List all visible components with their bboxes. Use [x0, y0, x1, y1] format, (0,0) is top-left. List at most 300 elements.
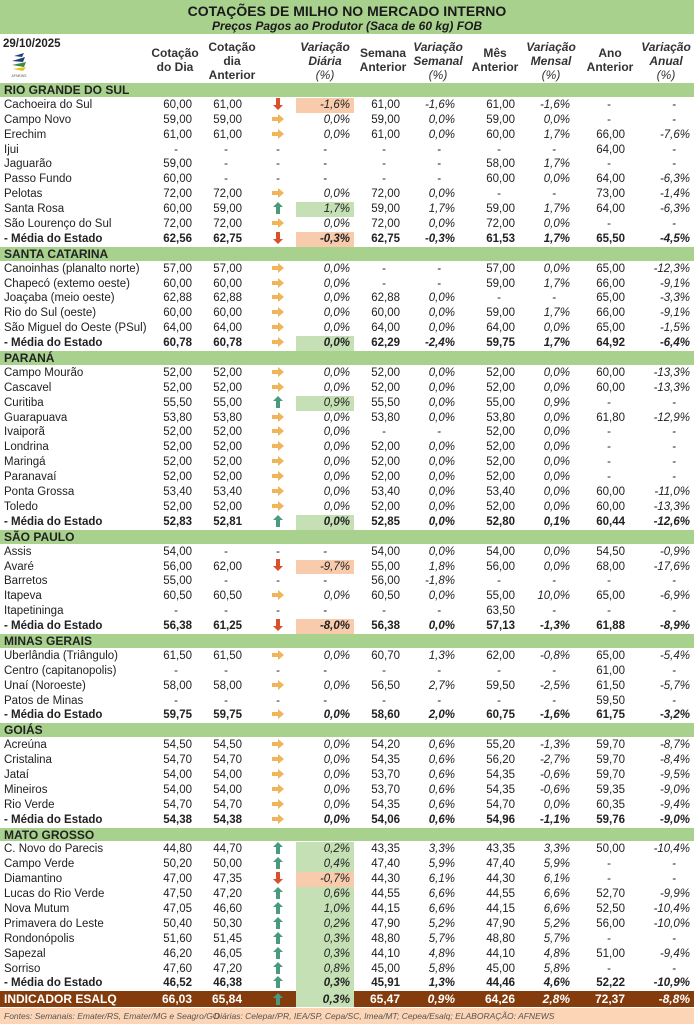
variacao-diaria: -: [323, 158, 327, 171]
variacao-anual: -13,3%: [653, 500, 690, 513]
variacao-semanal: -: [437, 664, 441, 677]
table-row: [0, 98, 694, 113]
table-row: [0, 872, 694, 887]
variacao-diaria: -8,0%: [296, 619, 354, 634]
table-row: [0, 962, 694, 977]
variacao-anual: -7,6%: [659, 128, 690, 141]
location-name: Acreúna: [4, 739, 47, 752]
col-header-semana-anterior: Semana Anterior: [359, 46, 407, 74]
variacao-mensal: 0,0%: [543, 411, 570, 424]
state-header: [0, 83, 694, 98]
variacao-mensal: 2,8%: [542, 992, 570, 1007]
location-name: Unaí (Noroeste): [4, 679, 86, 692]
variacao-semanal: 0,6%: [428, 798, 455, 811]
cotacao-anterior: -: [224, 575, 228, 588]
mes-anterior: 60,00: [486, 173, 515, 186]
table-row: [0, 694, 694, 709]
mes-anterior: 54,35: [486, 768, 515, 781]
variacao-semanal: 6,6%: [428, 902, 455, 915]
variacao-anual: -: [672, 143, 676, 156]
cotacao-dia: 52,00: [163, 471, 192, 484]
variacao-mensal: -: [552, 605, 556, 618]
trend-placeholder: -: [276, 143, 280, 156]
trend-placeholder: -: [276, 694, 280, 707]
variacao-semanal: 0,0%: [428, 471, 455, 484]
col-header-ano-anterior: Ano Anterior: [586, 46, 634, 74]
variacao-semanal: 0,6%: [428, 739, 455, 752]
location-name: Chapecó (extemo oeste): [4, 277, 130, 290]
ano-anterior: 64,00: [596, 203, 625, 216]
ano-anterior: 54,50: [596, 545, 625, 558]
cotacao-anterior: 46,38: [213, 977, 242, 990]
variacao-mensal: -1,3%: [539, 739, 570, 752]
ano-anterior: 61,80: [596, 411, 625, 424]
ano-anterior: -: [607, 858, 611, 871]
ano-anterior: 65,50: [596, 232, 625, 245]
location-name: - Média do Estado: [4, 515, 103, 528]
mes-anterior: 55,00: [486, 590, 515, 603]
ano-anterior: 65,00: [596, 262, 625, 275]
semana-anterior: 54,00: [371, 545, 400, 558]
semana-anterior: 72,00: [371, 188, 400, 201]
arrow-right-icon: [270, 485, 286, 500]
table-row: [0, 202, 694, 217]
semana-anterior: 53,40: [371, 486, 400, 499]
mes-anterior: 72,00: [486, 218, 515, 231]
variacao-semanal: -: [437, 605, 441, 618]
table-row: [0, 425, 694, 440]
table-row: [0, 887, 694, 902]
semana-anterior: 47,40: [371, 858, 400, 871]
state-header: [0, 634, 694, 649]
variacao-semanal: 1,7%: [428, 203, 455, 216]
arrow-down-icon: [270, 232, 286, 247]
semana-anterior: 62,88: [371, 292, 400, 305]
variacao-mensal: 1,7%: [543, 337, 570, 350]
arrow-right-icon: [270, 306, 286, 321]
variacao-anual: -3,2%: [659, 709, 690, 722]
variacao-anual: -13,3%: [653, 366, 690, 379]
arrow-right-icon: [270, 589, 286, 604]
arrow-right-icon: [270, 291, 286, 306]
mes-anterior: 53,40: [486, 486, 515, 499]
variacao-semanal: 0,0%: [428, 500, 455, 513]
mes-anterior: 48,80: [486, 932, 515, 945]
cotacao-dia: 52,00: [163, 381, 192, 394]
state-header: [0, 828, 694, 843]
semana-anterior: -: [382, 664, 386, 677]
variacao-diaria: -: [323, 694, 327, 707]
cotacao-anterior: 54,00: [213, 783, 242, 796]
variacao-mensal: -1,6%: [539, 98, 570, 111]
cotacao-anterior: 57,00: [213, 262, 242, 275]
variacao-diaria: 1,0%: [296, 902, 354, 917]
semana-anterior: 54,06: [371, 813, 400, 826]
cotacao-dia: 60,00: [163, 277, 192, 290]
variacao-anual: -8,7%: [659, 739, 690, 752]
ano-anterior: -: [607, 158, 611, 171]
variacao-semanal: 0,6%: [428, 754, 455, 767]
semana-anterior: 45,00: [371, 962, 400, 975]
state-name: MINAS GERAIS: [4, 633, 93, 648]
location-name: Lucas do Rio Verde: [4, 888, 105, 901]
arrow-down-icon: [270, 98, 286, 113]
semana-anterior: 65,47: [369, 992, 400, 1007]
location-name: São Lourenço do Sul: [4, 218, 112, 231]
variacao-diaria: 0,0%: [323, 679, 350, 692]
cotacao-dia: 59,00: [163, 158, 192, 171]
location-name: São Miguel do Oeste (PSul): [4, 322, 147, 335]
location-name: Paranavaí: [4, 471, 57, 484]
location-name: Londrina: [4, 441, 49, 454]
arrow-up-icon: [270, 932, 286, 947]
ano-anterior: -: [607, 441, 611, 454]
variacao-anual: -9,1%: [659, 307, 690, 320]
semana-anterior: 44,30: [371, 873, 400, 886]
mes-anterior: 47,90: [486, 917, 515, 930]
variacao-mensal: -: [552, 188, 556, 201]
variacao-mensal: -1,6%: [539, 709, 570, 722]
semana-anterior: 52,00: [371, 441, 400, 454]
cotacao-anterior: 51,45: [213, 932, 242, 945]
variacao-diaria: -9,7%: [296, 560, 354, 575]
variacao-semanal: 3,3%: [428, 843, 455, 856]
arrow-right-icon: [270, 470, 286, 485]
mes-anterior: -: [497, 143, 501, 156]
variacao-diaria: 0,3%: [296, 991, 354, 1007]
variacao-anual: -12,3%: [653, 262, 690, 275]
state-name: MATO GROSSO: [4, 827, 95, 842]
semana-anterior: -: [382, 262, 386, 275]
mes-anterior: 60,00: [486, 128, 515, 141]
cotacao-dia: 60,50: [163, 590, 192, 603]
variacao-diaria: -: [323, 664, 327, 677]
state-average-row: [0, 515, 694, 530]
ano-anterior: 73,00: [596, 188, 625, 201]
cotacao-anterior: 46,60: [213, 902, 242, 915]
table-row: [0, 485, 694, 500]
arrow-right-icon: [270, 321, 286, 336]
ano-anterior: -: [607, 471, 611, 484]
variacao-diaria: 0,0%: [323, 590, 350, 603]
ano-anterior: 60,00: [596, 366, 625, 379]
variacao-semanal: 4,8%: [428, 947, 455, 960]
variacao-semanal: 0,9%: [427, 992, 455, 1007]
mes-anterior: -: [497, 664, 501, 677]
variacao-anual: -: [672, 932, 676, 945]
variacao-mensal: 5,7%: [543, 932, 570, 945]
arrow-down-icon: [270, 560, 286, 575]
table-row: [0, 306, 694, 321]
variacao-anual: -6,3%: [659, 173, 690, 186]
variacao-mensal: -: [552, 694, 556, 707]
variacao-anual: -: [672, 664, 676, 677]
cotacao-dia: 56,00: [163, 560, 192, 573]
ano-anterior: 61,00: [596, 664, 625, 677]
ano-anterior: 60,35: [596, 798, 625, 811]
ano-anterior: 68,00: [596, 560, 625, 573]
variacao-diaria: 0,0%: [323, 768, 350, 781]
location-name: Uberlândia (Triângulo): [4, 649, 118, 662]
variacao-diaria: 0,0%: [323, 783, 350, 796]
semana-anterior: 61,00: [371, 98, 400, 111]
location-name: Sorriso: [4, 962, 41, 975]
cotacao-anterior: -: [224, 545, 228, 558]
variacao-semanal: 2,7%: [428, 679, 455, 692]
mes-anterior: 52,00: [486, 471, 515, 484]
mes-anterior: 59,75: [486, 337, 515, 350]
col-header-mes-anterior: Mês Anterior: [471, 46, 519, 74]
table-row: [0, 500, 694, 515]
ano-anterior: 60,00: [596, 486, 625, 499]
cotacao-dia: -: [174, 605, 178, 618]
table-row: [0, 381, 694, 396]
location-name: Cristalina: [4, 754, 52, 767]
mes-anterior: 62,00: [486, 649, 515, 662]
arrow-up-icon: [270, 947, 286, 962]
variacao-diaria: 0,0%: [323, 218, 350, 231]
location-name: Itapetininga: [4, 605, 64, 618]
cotacao-dia: 57,00: [163, 262, 192, 275]
mes-anterior: 52,00: [486, 426, 515, 439]
cotacao-anterior: 60,78: [213, 337, 242, 350]
mes-anterior: 52,00: [486, 500, 515, 513]
cotacao-anterior: 59,75: [213, 709, 242, 722]
variacao-anual: -1,4%: [659, 188, 690, 201]
variacao-anual: -6,3%: [659, 203, 690, 216]
cotacao-anterior: 50,30: [213, 917, 242, 930]
location-name: Centro (capitanopolis): [4, 664, 117, 677]
variacao-diaria: -: [323, 605, 327, 618]
variacao-mensal: 0,9%: [543, 396, 570, 409]
mes-anterior: 44,15: [486, 902, 515, 915]
mes-anterior: 53,80: [486, 411, 515, 424]
ano-anterior: -: [607, 396, 611, 409]
variacao-diaria: 0,6%: [296, 887, 354, 902]
location-name: Patos de Minas: [4, 694, 84, 707]
variacao-mensal: -: [552, 143, 556, 156]
cotacao-dia: 46,52: [163, 977, 192, 990]
mes-anterior: 52,00: [486, 441, 515, 454]
cotacao-anterior: -: [224, 173, 228, 186]
semana-anterior: -: [382, 158, 386, 171]
cotacao-anterior: -: [224, 158, 228, 171]
location-name: Primavera do Leste: [4, 917, 104, 930]
variacao-diaria: -: [323, 545, 327, 558]
ano-anterior: 60,44: [596, 515, 625, 528]
table-row: [0, 574, 694, 589]
cotacao-dia: 60,78: [163, 337, 192, 350]
location-name: - Média do Estado: [4, 620, 103, 633]
semana-anterior: 47,90: [371, 917, 400, 930]
semana-anterior: 53,80: [371, 411, 400, 424]
cotacao-anterior: 72,00: [213, 218, 242, 231]
ano-anterior: -: [607, 575, 611, 588]
semana-anterior: 62,29: [371, 337, 400, 350]
location-name: C. Novo do Parecis: [4, 843, 104, 856]
variacao-semanal: 6,1%: [428, 873, 455, 886]
location-name: Diamantino: [4, 873, 63, 886]
ano-anterior: 60,00: [596, 381, 625, 394]
state-name: GOIÁS: [4, 723, 43, 738]
location-name: Avaré: [4, 560, 34, 573]
table-row: [0, 411, 694, 426]
ano-anterior: 52,22: [596, 977, 625, 990]
cotacao-dia: 52,00: [163, 456, 192, 469]
variacao-mensal: -: [552, 292, 556, 305]
state-header: [0, 247, 694, 262]
table-row: [0, 902, 694, 917]
cotacao-anterior: 54,00: [213, 768, 242, 781]
variacao-semanal: 0,0%: [428, 590, 455, 603]
cotacao-dia: -: [174, 694, 178, 707]
table-row: [0, 262, 694, 277]
variacao-anual: -9,5%: [659, 768, 690, 781]
variacao-anual: -5,4%: [659, 649, 690, 662]
table-row: [0, 470, 694, 485]
variacao-mensal: 0,0%: [543, 486, 570, 499]
location-name: Pelotas: [4, 188, 43, 201]
location-name: Ijui: [4, 143, 19, 156]
arrow-right-icon: [270, 366, 286, 381]
ano-anterior: 72,37: [594, 992, 625, 1007]
variacao-semanal: 5,9%: [428, 858, 455, 871]
cotacao-anterior: 59,00: [213, 113, 242, 126]
ano-anterior: 66,00: [596, 128, 625, 141]
variacao-anual: -9,4%: [659, 798, 690, 811]
arrow-up-icon: [270, 962, 286, 977]
variacao-mensal: 0,1%: [543, 515, 570, 528]
cotacao-anterior: 62,88: [213, 292, 242, 305]
location-name: Rondonópolis: [4, 932, 75, 945]
table-row: [0, 113, 694, 128]
location-name: Joaçaba (meio oeste): [4, 292, 115, 305]
cotacao-dia: 54,00: [163, 545, 192, 558]
cotacao-dia: 60,00: [163, 203, 192, 216]
arrow-right-icon: [270, 262, 286, 277]
table-row: [0, 128, 694, 143]
location-name: Barretos: [4, 575, 48, 588]
variacao-semanal: 0,0%: [428, 486, 455, 499]
variacao-semanal: 0,0%: [428, 396, 455, 409]
cotacao-anterior: -: [224, 694, 228, 707]
arrow-up-icon: [270, 515, 286, 530]
variacao-diaria: 0,0%: [296, 515, 354, 530]
variacao-mensal: 1,7%: [543, 232, 570, 245]
table-row: [0, 366, 694, 381]
col-header-variacao-diaria: Variação Diária (%): [300, 40, 350, 82]
table-row: [0, 842, 694, 857]
ano-anterior: 64,00: [596, 143, 625, 156]
semana-anterior: 56,38: [371, 620, 400, 633]
mes-anterior: 44,46: [486, 977, 515, 990]
variacao-diaria: 0,3%: [296, 976, 354, 991]
variacao-diaria: 0,0%: [323, 426, 350, 439]
cotacao-anterior: 54,50: [213, 739, 242, 752]
arrow-right-icon: [270, 738, 286, 753]
state-header: [0, 351, 694, 366]
variacao-anual: -11,0%: [654, 486, 690, 499]
semana-anterior: -: [382, 605, 386, 618]
ano-anterior: 61,50: [596, 679, 625, 692]
variacao-semanal: -: [437, 158, 441, 171]
semana-anterior: -: [382, 143, 386, 156]
ano-anterior: 64,00: [596, 173, 625, 186]
cotacao-anterior: 60,00: [213, 277, 242, 290]
variacao-anual: -: [672, 873, 676, 886]
semana-anterior: 52,00: [371, 456, 400, 469]
cotacao-dia: 55,00: [163, 575, 192, 588]
table-row: [0, 649, 694, 664]
variacao-semanal: 0,6%: [428, 813, 455, 826]
variacao-mensal: -: [552, 575, 556, 588]
ano-anterior: 59,50: [596, 694, 625, 707]
ano-anterior: -: [607, 113, 611, 126]
cotacao-anterior: -: [224, 143, 228, 156]
variacao-diaria: 0,0%: [323, 798, 350, 811]
table-row: [0, 172, 694, 187]
arrow-right-icon: [270, 128, 286, 143]
table-row: [0, 187, 694, 202]
cotacao-dia: 47,50: [163, 888, 192, 901]
arrow-right-icon: [270, 768, 286, 783]
location-name: Ivaiporã: [4, 426, 45, 439]
variacao-anual: -9,0%: [659, 783, 690, 796]
mes-anterior: 44,30: [486, 873, 515, 886]
cotacao-dia: 66,03: [161, 992, 192, 1007]
variacao-mensal: 0,0%: [543, 500, 570, 513]
ano-anterior: -: [607, 98, 611, 111]
location-name: Maringá: [4, 456, 46, 469]
cotacao-dia: 52,83: [163, 515, 192, 528]
variacao-mensal: -: [552, 664, 556, 677]
cotacao-anterior: 50,00: [213, 858, 242, 871]
variacao-diaria: 0,2%: [296, 917, 354, 932]
variacao-anual: -8,9%: [659, 620, 690, 633]
variacao-anual: -0,9%: [659, 545, 690, 558]
variacao-mensal: 4,6%: [543, 977, 570, 990]
location-name: Mineiros: [4, 783, 48, 796]
variacao-mensal: 0,0%: [543, 545, 570, 558]
variacao-semanal: 0,6%: [428, 783, 455, 796]
variacao-semanal: 1,3%: [428, 649, 455, 662]
ano-anterior: 59,35: [596, 783, 625, 796]
location-name: Sapezal: [4, 947, 46, 960]
arrow-right-icon: [270, 708, 286, 723]
variacao-mensal: 0,0%: [543, 218, 570, 231]
variacao-diaria: 0,9%: [296, 396, 354, 411]
mes-anterior: 54,96: [486, 813, 515, 826]
footer-sources-weekly: Fontes: Semanais: Emater/RS, Emater/MG e Seagro/GO: [4, 1011, 220, 1021]
ano-anterior: 65,00: [596, 649, 625, 662]
variacao-mensal: -1,3%: [539, 620, 570, 633]
variacao-diaria: -: [323, 143, 327, 156]
semana-anterior: 48,80: [371, 932, 400, 945]
semana-anterior: 60,50: [371, 590, 400, 603]
variacao-semanal: 1,3%: [428, 977, 455, 990]
semana-anterior: 56,50: [371, 679, 400, 692]
arrow-up-icon: [270, 902, 286, 917]
variacao-anual: -: [672, 575, 676, 588]
variacao-anual: -8,4%: [659, 754, 690, 767]
ano-anterior: -: [607, 962, 611, 975]
semana-anterior: 43,35: [371, 843, 400, 856]
variacao-semanal: -: [437, 143, 441, 156]
cotacao-dia: 53,80: [163, 411, 192, 424]
cotacao-anterior: 61,50: [213, 649, 242, 662]
ano-anterior: 64,92: [596, 337, 625, 350]
variacao-diaria: 0,0%: [323, 649, 350, 662]
